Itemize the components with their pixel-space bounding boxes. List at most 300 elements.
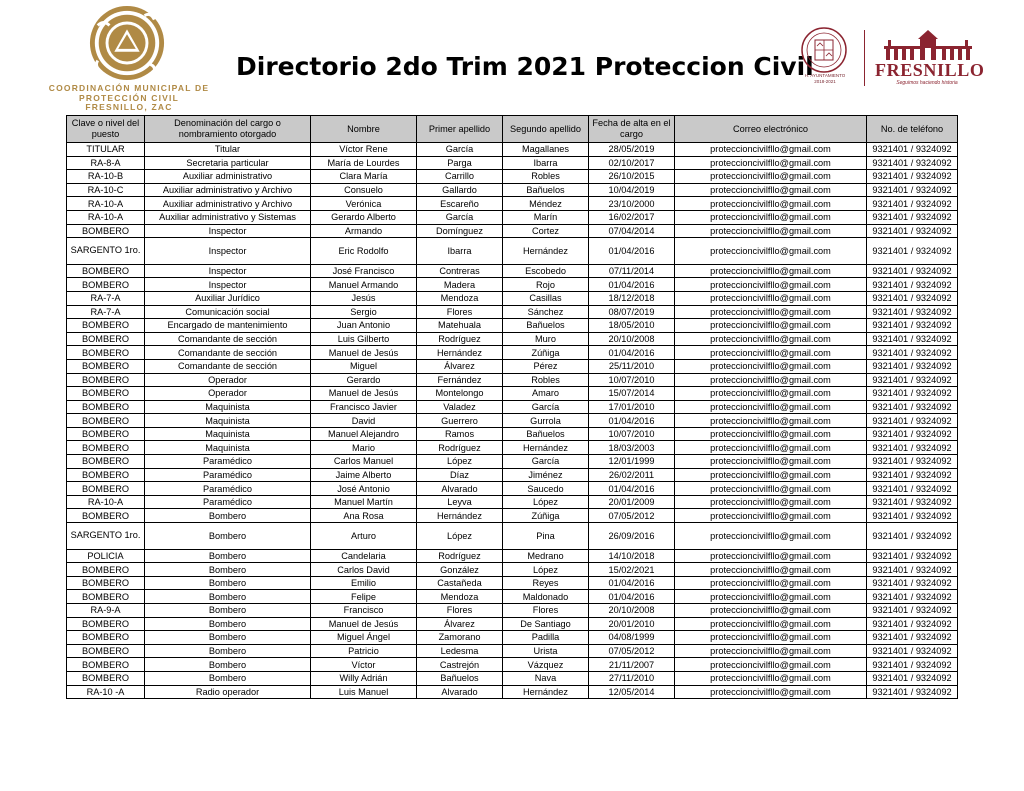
primer-apellido-cell: Guerrero (417, 414, 503, 428)
cargo-cell: Auxiliar Jurídico (145, 291, 311, 305)
primer-apellido-cell: Fernández (417, 373, 503, 387)
telefono-cell: 9321401 / 9324092 (867, 224, 958, 238)
correo-cell: proteccioncivilfllo@gmail.com (675, 427, 867, 441)
nombre-cell: Verónica (311, 197, 417, 211)
table-row (67, 346, 958, 360)
primer-apellido-cell: Álvarez (417, 617, 503, 631)
clave-cell: RA-8-A (67, 156, 145, 170)
segundo-apellido-cell: Hernández (503, 685, 589, 699)
segundo-apellido-cell: Muro (503, 332, 589, 346)
nombre-cell: Felipe (311, 590, 417, 604)
nombre-cell: Willy Adrián (311, 671, 417, 685)
segundo-apellido-cell: Urista (503, 644, 589, 658)
correo-cell: proteccioncivilfllo@gmail.com (675, 549, 867, 563)
fecha-alta-cell: 18/03/2003 (589, 441, 675, 455)
column-header-nombre: Nombre (311, 116, 417, 143)
primer-apellido-cell: Álvarez (417, 359, 503, 373)
primer-apellido-cell: Hernández (417, 346, 503, 360)
table-row (67, 238, 958, 265)
nombre-cell: Juan Antonio (311, 319, 417, 333)
clave-cell: BOMBERO (67, 414, 145, 428)
column-header-primer-apellido: Primer apellido (417, 116, 503, 143)
cargo-cell: Comunicación social (145, 305, 311, 319)
nombre-cell: Clara María (311, 170, 417, 184)
table-row (67, 319, 958, 333)
segundo-apellido-cell: Robles (503, 170, 589, 184)
nombre-cell: Manuel de Jesús (311, 387, 417, 401)
segundo-apellido-cell: Bañuelos (503, 183, 589, 197)
cargo-cell: Bombero (145, 658, 311, 672)
segundo-apellido-cell: Marín (503, 210, 589, 224)
clave-cell: RA-10-A (67, 210, 145, 224)
table-row (67, 332, 958, 346)
primer-apellido-cell: Alvarado (417, 482, 503, 496)
segundo-apellido-cell: Reyes (503, 576, 589, 590)
fecha-alta-cell: 07/11/2014 (589, 264, 675, 278)
telefono-cell: 9321401 / 9324092 (867, 509, 958, 523)
clave-cell: BOMBERO (67, 400, 145, 414)
table-row (67, 197, 958, 211)
fecha-alta-cell: 18/05/2010 (589, 319, 675, 333)
table-row (67, 576, 958, 590)
telefono-cell: 9321401 / 9324092 (867, 183, 958, 197)
fecha-alta-cell: 15/07/2014 (589, 387, 675, 401)
primer-apellido-cell: López (417, 455, 503, 469)
nombre-cell: José Antonio (311, 482, 417, 496)
segundo-apellido-cell: Gurrola (503, 414, 589, 428)
nombre-cell: Manuel de Jesús (311, 346, 417, 360)
correo-cell: proteccioncivilfllo@gmail.com (675, 631, 867, 645)
telefono-cell: 9321401 / 9324092 (867, 549, 958, 563)
correo-cell: proteccioncivilfllo@gmail.com (675, 359, 867, 373)
nombre-cell: José Francisco (311, 264, 417, 278)
cargo-cell: Comandante de sección (145, 359, 311, 373)
fecha-alta-cell: 01/04/2016 (589, 590, 675, 604)
segundo-apellido-cell: Rojo (503, 278, 589, 292)
segundo-apellido-cell: López (503, 495, 589, 509)
clave-cell: SARGENTO 1ro. (67, 523, 145, 550)
segundo-apellido-cell: Flores (503, 604, 589, 618)
table-row (67, 482, 958, 496)
primer-apellido-cell: Hernández (417, 509, 503, 523)
primer-apellido-cell: Ledesma (417, 644, 503, 658)
correo-cell: proteccioncivilfllo@gmail.com (675, 156, 867, 170)
segundo-apellido-cell: Zúñiga (503, 509, 589, 523)
cargo-cell: Comandante de sección (145, 332, 311, 346)
nombre-cell: Gerardo (311, 373, 417, 387)
clave-cell: BOMBERO (67, 441, 145, 455)
table-row (67, 414, 958, 428)
segundo-apellido-cell: Jiménez (503, 468, 589, 482)
nombre-cell: Gerardo Alberto (311, 210, 417, 224)
correo-cell: proteccioncivilfllo@gmail.com (675, 523, 867, 550)
correo-cell: proteccioncivilfllo@gmail.com (675, 197, 867, 211)
primer-apellido-cell: Flores (417, 305, 503, 319)
segundo-apellido-cell: Medrano (503, 549, 589, 563)
telefono-cell: 9321401 / 9324092 (867, 264, 958, 278)
header-row (67, 116, 958, 143)
table-row (67, 455, 958, 469)
telefono-cell: 9321401 / 9324092 (867, 400, 958, 414)
correo-cell: proteccioncivilfllo@gmail.com (675, 387, 867, 401)
clave-cell: BOMBERO (67, 264, 145, 278)
fecha-alta-cell: 26/02/2011 (589, 468, 675, 482)
telefono-cell: 9321401 / 9324092 (867, 414, 958, 428)
cargo-cell: Inspector (145, 278, 311, 292)
clave-cell: BOMBERO (67, 617, 145, 631)
telefono-cell: 9321401 / 9324092 (867, 644, 958, 658)
telefono-cell: 9321401 / 9324092 (867, 441, 958, 455)
cargo-cell: Bombero (145, 563, 311, 577)
cargo-cell: Auxiliar administrativo y Sistemas (145, 210, 311, 224)
nombre-cell: Consuelo (311, 183, 417, 197)
table-row (67, 468, 958, 482)
civil-protection-logo (44, 4, 214, 112)
primer-apellido-cell: Domínguez (417, 224, 503, 238)
cargo-cell: Bombero (145, 523, 311, 550)
nombre-cell: Miguel (311, 359, 417, 373)
cargo-cell: Maquinista (145, 441, 311, 455)
segundo-apellido-cell: Amaro (503, 387, 589, 401)
segundo-apellido-cell: Cortez (503, 224, 589, 238)
correo-cell: proteccioncivilfllo@gmail.com (675, 346, 867, 360)
clave-cell: BOMBERO (67, 427, 145, 441)
cargo-cell: Bombero (145, 644, 311, 658)
brand-slogan: Seguimos haciendo historia (896, 80, 958, 86)
correo-cell: proteccioncivilfllo@gmail.com (675, 238, 867, 265)
nombre-cell: Luis Gilberto (311, 332, 417, 346)
primer-apellido-cell: Ibarra (417, 238, 503, 265)
correo-cell: proteccioncivilfllo@gmail.com (675, 441, 867, 455)
telefono-cell: 9321401 / 9324092 (867, 671, 958, 685)
correo-cell: proteccioncivilfllo@gmail.com (675, 495, 867, 509)
table-row (67, 563, 958, 577)
fecha-alta-cell: 23/10/2000 (589, 197, 675, 211)
clave-cell: BOMBERO (67, 387, 145, 401)
fecha-alta-cell: 28/05/2019 (589, 143, 675, 157)
cargo-cell: Auxiliar administrativo y Archivo (145, 197, 311, 211)
fecha-alta-cell: 20/01/2009 (589, 495, 675, 509)
correo-cell: proteccioncivilfllo@gmail.com (675, 291, 867, 305)
table-row (67, 658, 958, 672)
table-row (67, 631, 958, 645)
table-row (67, 523, 958, 550)
fecha-alta-cell: 25/11/2010 (589, 359, 675, 373)
telefono-cell: 9321401 / 9324092 (867, 387, 958, 401)
clave-cell: BOMBERO (67, 455, 145, 469)
correo-cell: proteccioncivilfllo@gmail.com (675, 210, 867, 224)
table-row (67, 278, 958, 292)
telefono-cell: 9321401 / 9324092 (867, 427, 958, 441)
clave-cell: RA-10-B (67, 170, 145, 184)
clave-cell: BOMBERO (67, 563, 145, 577)
table-row (67, 264, 958, 278)
clave-cell: BOMBERO (67, 278, 145, 292)
clave-cell: BOMBERO (67, 509, 145, 523)
primer-apellido-cell: Rodríguez (417, 549, 503, 563)
clave-cell: RA-10-A (67, 197, 145, 211)
segundo-apellido-cell: Pina (503, 523, 589, 550)
segundo-apellido-cell: Méndez (503, 197, 589, 211)
correo-cell: proteccioncivilfllo@gmail.com (675, 658, 867, 672)
nombre-cell: Víctor Rene (311, 143, 417, 157)
table-row (67, 183, 958, 197)
nombre-cell: Eric Rodolfo (311, 238, 417, 265)
segundo-apellido-cell: Bañuelos (503, 427, 589, 441)
clave-cell: BOMBERO (67, 468, 145, 482)
correo-cell: proteccioncivilfllo@gmail.com (675, 671, 867, 685)
segundo-apellido-cell: Nava (503, 671, 589, 685)
cargo-cell: Secretaria particular (145, 156, 311, 170)
fecha-alta-cell: 02/10/2017 (589, 156, 675, 170)
primer-apellido-cell: Rodríguez (417, 332, 503, 346)
cargo-cell: Radio operador (145, 685, 311, 699)
primer-apellido-cell: Mendoza (417, 291, 503, 305)
segundo-apellido-cell: Saucedo (503, 482, 589, 496)
fecha-alta-cell: 08/07/2019 (589, 305, 675, 319)
telefono-cell: 9321401 / 9324092 (867, 523, 958, 550)
city-skyline-icon (880, 28, 976, 62)
column-header-segundo-apellido: Segundo apellido (503, 116, 589, 143)
correo-cell: proteccioncivilfllo@gmail.com (675, 373, 867, 387)
nombre-cell: Manuel Alejandro (311, 427, 417, 441)
fecha-alta-cell: 01/04/2016 (589, 414, 675, 428)
telefono-cell: 9321401 / 9324092 (867, 563, 958, 577)
correo-cell: proteccioncivilfllo@gmail.com (675, 563, 867, 577)
telefono-cell: 9321401 / 9324092 (867, 617, 958, 631)
correo-cell: proteccioncivilfllo@gmail.com (675, 685, 867, 699)
fecha-alta-cell: 21/11/2007 (589, 658, 675, 672)
correo-cell: proteccioncivilfllo@gmail.com (675, 224, 867, 238)
clave-cell: BOMBERO (67, 482, 145, 496)
telefono-cell: 9321401 / 9324092 (867, 685, 958, 699)
segundo-apellido-cell: López (503, 563, 589, 577)
fecha-alta-cell: 10/07/2010 (589, 373, 675, 387)
cargo-cell: Encargado de mantenimiento (145, 319, 311, 333)
clave-cell: BOMBERO (67, 373, 145, 387)
nombre-cell: Francisco (311, 604, 417, 618)
primer-apellido-cell: Flores (417, 604, 503, 618)
clave-cell: BOMBERO (67, 332, 145, 346)
fecha-alta-cell: 10/07/2010 (589, 427, 675, 441)
cargo-cell: Bombero (145, 590, 311, 604)
ayuntamiento-logo (800, 26, 985, 92)
clave-cell: BOMBERO (67, 644, 145, 658)
correo-cell: proteccioncivilfllo@gmail.com (675, 305, 867, 319)
cargo-cell: Maquinista (145, 400, 311, 414)
table-row (67, 685, 958, 699)
clave-cell: BOMBERO (67, 631, 145, 645)
clave-cell: POLICIA (67, 549, 145, 563)
cargo-cell: Paramédico (145, 482, 311, 496)
clave-cell: SARGENTO 1ro. (67, 238, 145, 265)
nombre-cell: Jesús (311, 291, 417, 305)
fecha-alta-cell: 17/01/2010 (589, 400, 675, 414)
nombre-cell: Candelaria (311, 549, 417, 563)
segundo-apellido-cell: García (503, 455, 589, 469)
directory-table (66, 115, 958, 699)
telefono-cell: 9321401 / 9324092 (867, 576, 958, 590)
table-row (67, 427, 958, 441)
cargo-cell: Bombero (145, 617, 311, 631)
fecha-alta-cell: 01/04/2016 (589, 346, 675, 360)
correo-cell: proteccioncivilfllo@gmail.com (675, 468, 867, 482)
primer-apellido-cell: López (417, 523, 503, 550)
correo-cell: proteccioncivilfllo@gmail.com (675, 183, 867, 197)
telefono-cell: 9321401 / 9324092 (867, 197, 958, 211)
segundo-apellido-cell: Magallanes (503, 143, 589, 157)
telefono-cell: 9321401 / 9324092 (867, 346, 958, 360)
primer-apellido-cell: Alvarado (417, 685, 503, 699)
nombre-cell: María de Lourdes (311, 156, 417, 170)
cargo-cell: Auxiliar administrativo (145, 170, 311, 184)
fecha-alta-cell: 07/05/2012 (589, 509, 675, 523)
table-row (67, 210, 958, 224)
cargo-cell: Bombero (145, 549, 311, 563)
table-row (67, 617, 958, 631)
document-title: Directorio 2do Trim 2021 Proteccion Civil (236, 52, 814, 81)
primer-apellido-cell: Parga (417, 156, 503, 170)
cargo-cell: Bombero (145, 631, 311, 645)
cargo-cell: Auxiliar administrativo y Archivo (145, 183, 311, 197)
segundo-apellido-cell: Casillas (503, 291, 589, 305)
fecha-alta-cell: 01/04/2016 (589, 482, 675, 496)
nombre-cell: Emilio (311, 576, 417, 590)
primer-apellido-cell: Montelongo (417, 387, 503, 401)
nombre-cell: Arturo (311, 523, 417, 550)
segundo-apellido-cell: De Santiago (503, 617, 589, 631)
telefono-cell: 9321401 / 9324092 (867, 319, 958, 333)
nombre-cell: Luis Manuel (311, 685, 417, 699)
table-row (67, 170, 958, 184)
segundo-apellido-cell: Padilla (503, 631, 589, 645)
table-body (67, 143, 958, 699)
table-row (67, 604, 958, 618)
correo-cell: proteccioncivilfllo@gmail.com (675, 414, 867, 428)
primer-apellido-cell: Ramos (417, 427, 503, 441)
clave-cell: BOMBERO (67, 346, 145, 360)
telefono-cell: 9321401 / 9324092 (867, 278, 958, 292)
column-header-denominacion: Denominación del cargo o nombramiento otorgado (145, 116, 311, 143)
fecha-alta-cell: 27/11/2010 (589, 671, 675, 685)
clave-cell: RA-9-A (67, 604, 145, 618)
fecha-alta-cell: 01/04/2016 (589, 278, 675, 292)
telefono-cell: 9321401 / 9324092 (867, 468, 958, 482)
column-header-fecha-alta: Fecha de alta en el cargo (589, 116, 675, 143)
correo-cell: proteccioncivilfllo@gmail.com (675, 278, 867, 292)
clave-cell: RA-10-A (67, 495, 145, 509)
correo-cell: proteccioncivilfllo@gmail.com (675, 604, 867, 618)
clave-cell: RA-7-A (67, 305, 145, 319)
telefono-cell: 9321401 / 9324092 (867, 495, 958, 509)
table-row (67, 509, 958, 523)
telefono-cell: 9321401 / 9324092 (867, 291, 958, 305)
telefono-cell: 9321401 / 9324092 (867, 238, 958, 265)
fecha-alta-cell: 16/02/2017 (589, 210, 675, 224)
correo-cell: proteccioncivilfllo@gmail.com (675, 509, 867, 523)
segundo-apellido-cell: Escobedo (503, 264, 589, 278)
fecha-alta-cell: 14/10/2018 (589, 549, 675, 563)
table-row (67, 400, 958, 414)
nombre-cell: Carlos David (311, 563, 417, 577)
primer-apellido-cell: Contreras (417, 264, 503, 278)
fecha-alta-cell: 26/09/2016 (589, 523, 675, 550)
fecha-alta-cell: 07/05/2012 (589, 644, 675, 658)
fecha-alta-cell: 04/08/1999 (589, 631, 675, 645)
correo-cell: proteccioncivilfllo@gmail.com (675, 576, 867, 590)
nombre-cell: Manuel Armando (311, 278, 417, 292)
correo-cell: proteccioncivilfllo@gmail.com (675, 482, 867, 496)
organization-name: COORDINACIÓN MUNICIPAL DE PROTECCIÓN CIVIL FRESNILLO, ZAC (48, 83, 210, 112)
cargo-cell: Paramédico (145, 495, 311, 509)
primer-apellido-cell: Mendoza (417, 590, 503, 604)
fecha-alta-cell: 20/10/2008 (589, 604, 675, 618)
nombre-cell: Miguel Ángel (311, 631, 417, 645)
ayuntamiento-caption: H. AYUNTAMIENTO 2018-2021 (804, 73, 846, 84)
cargo-cell: Bombero (145, 604, 311, 618)
segundo-apellido-cell: Bañuelos (503, 319, 589, 333)
civil-protection-emblem-icon (88, 4, 166, 82)
nombre-cell: Carlos Manuel (311, 455, 417, 469)
primer-apellido-cell: González (417, 563, 503, 577)
primer-apellido-cell: Bañuelos (417, 671, 503, 685)
primer-apellido-cell: Castañeda (417, 576, 503, 590)
telefono-cell: 9321401 / 9324092 (867, 156, 958, 170)
cargo-cell: Bombero (145, 576, 311, 590)
clave-cell: BOMBERO (67, 359, 145, 373)
table-row (67, 549, 958, 563)
table-row (67, 590, 958, 604)
table-row (67, 156, 958, 170)
fecha-alta-cell: 12/05/2014 (589, 685, 675, 699)
table-row (67, 143, 958, 157)
telefono-cell: 9321401 / 9324092 (867, 143, 958, 157)
table-row (67, 359, 958, 373)
cargo-cell: Titular (145, 143, 311, 157)
nombre-cell: Víctor (311, 658, 417, 672)
correo-cell: proteccioncivilfllo@gmail.com (675, 644, 867, 658)
primer-apellido-cell: Gallardo (417, 183, 503, 197)
correo-cell: proteccioncivilfllo@gmail.com (675, 590, 867, 604)
table-header (67, 116, 958, 143)
table-row (67, 671, 958, 685)
telefono-cell: 9321401 / 9324092 (867, 305, 958, 319)
telefono-cell: 9321401 / 9324092 (867, 373, 958, 387)
clave-cell: BOMBERO (67, 671, 145, 685)
telefono-cell: 9321401 / 9324092 (867, 359, 958, 373)
primer-apellido-cell: Rodríguez (417, 441, 503, 455)
segundo-apellido-cell: Ibarra (503, 156, 589, 170)
correo-cell: proteccioncivilfllo@gmail.com (675, 264, 867, 278)
table-row (67, 224, 958, 238)
segundo-apellido-cell: Robles (503, 373, 589, 387)
telefono-cell: 9321401 / 9324092 (867, 210, 958, 224)
primer-apellido-cell: Valadez (417, 400, 503, 414)
cargo-cell: Comandante de sección (145, 346, 311, 360)
telefono-cell: 9321401 / 9324092 (867, 658, 958, 672)
cargo-cell: Operador (145, 373, 311, 387)
segundo-apellido-cell: Sánchez (503, 305, 589, 319)
logo-divider (864, 30, 865, 86)
nombre-cell: Mario (311, 441, 417, 455)
cargo-cell: Paramédico (145, 455, 311, 469)
fecha-alta-cell: 10/04/2019 (589, 183, 675, 197)
clave-cell: BOMBERO (67, 658, 145, 672)
table-row (67, 387, 958, 401)
nombre-cell: Patricio (311, 644, 417, 658)
telefono-cell: 9321401 / 9324092 (867, 631, 958, 645)
column-header-telefono: No. de teléfono (867, 116, 958, 143)
